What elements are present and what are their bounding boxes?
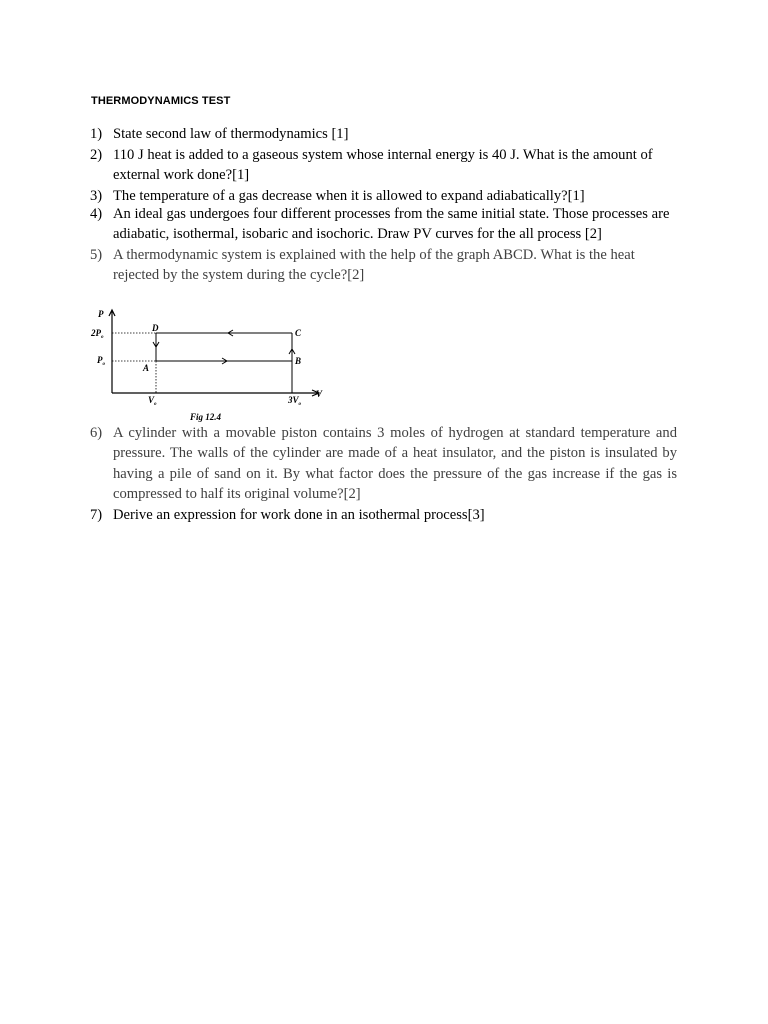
question-text: Derive an expression for work done in an isothermal process[3] — [113, 507, 485, 523]
question-text: State second law of thermodynamics [1] — [113, 126, 349, 142]
question-1 — [90, 124, 677, 144]
question-number: 3) — [90, 188, 103, 204]
pv-diagram — [88, 305, 333, 425]
question-number: 6) — [90, 425, 103, 441]
axis-v-label: V — [316, 389, 323, 399]
question-number: 1) — [90, 126, 103, 142]
point-c-label: C — [295, 328, 302, 338]
question-6 — [90, 423, 677, 504]
document-title: THERMODYNAMICS TEST — [91, 95, 231, 107]
question-text: A thermodynamic system is explained with the help of the graph ABCD. What is the heat rejected by the system during the cycle?[2] — [113, 247, 635, 284]
question-4 — [90, 204, 677, 245]
question-number: 2) — [90, 147, 103, 163]
question-text: The temperature of a gas decrease when it is allowed to expand adiabatically?[1] — [113, 188, 585, 204]
label-2p: $2P_o$ — [91, 328, 104, 340]
label-3v0: $3V_o$ — [288, 395, 302, 407]
question-text: An ideal gas undergoes four different processes from the same initial state. Those processes are adiabatic, isothermal, isobaric and isochoric. Draw PV curves for the all process [2] — [113, 206, 670, 243]
figure-caption: Fig 12.4 — [190, 412, 222, 422]
question-number: 7) — [90, 507, 103, 523]
pv-diagram-figure — [88, 305, 333, 425]
point-b-label: B — [295, 356, 302, 366]
label-p0: $P_o$ — [97, 355, 105, 367]
question-text: A cylinder with a movable piston contains 3 moles of hydrogen at standard temperature and pressure. The walls of the cylinder are made of a heat insulator, and the piston is insulated by having a pile of sand on it. By what factor does the pressure of the gas increase if the gas is compressed to half its original volume?[2] — [113, 425, 677, 502]
question-2 — [90, 145, 677, 186]
question-7 — [90, 505, 677, 525]
question-number: 5) — [90, 247, 103, 263]
question-5 — [90, 245, 677, 286]
point-a-label: A — [143, 363, 150, 373]
question-text: 110 J heat is added to a gaseous system whose internal energy is 40 J. What is the amount of external work done?[1] — [113, 147, 653, 184]
axis-p-label: P — [98, 309, 104, 319]
point-d-label: D — [152, 323, 159, 333]
label-v0: $V_o$ — [148, 395, 157, 407]
question-number: 4) — [90, 206, 103, 222]
